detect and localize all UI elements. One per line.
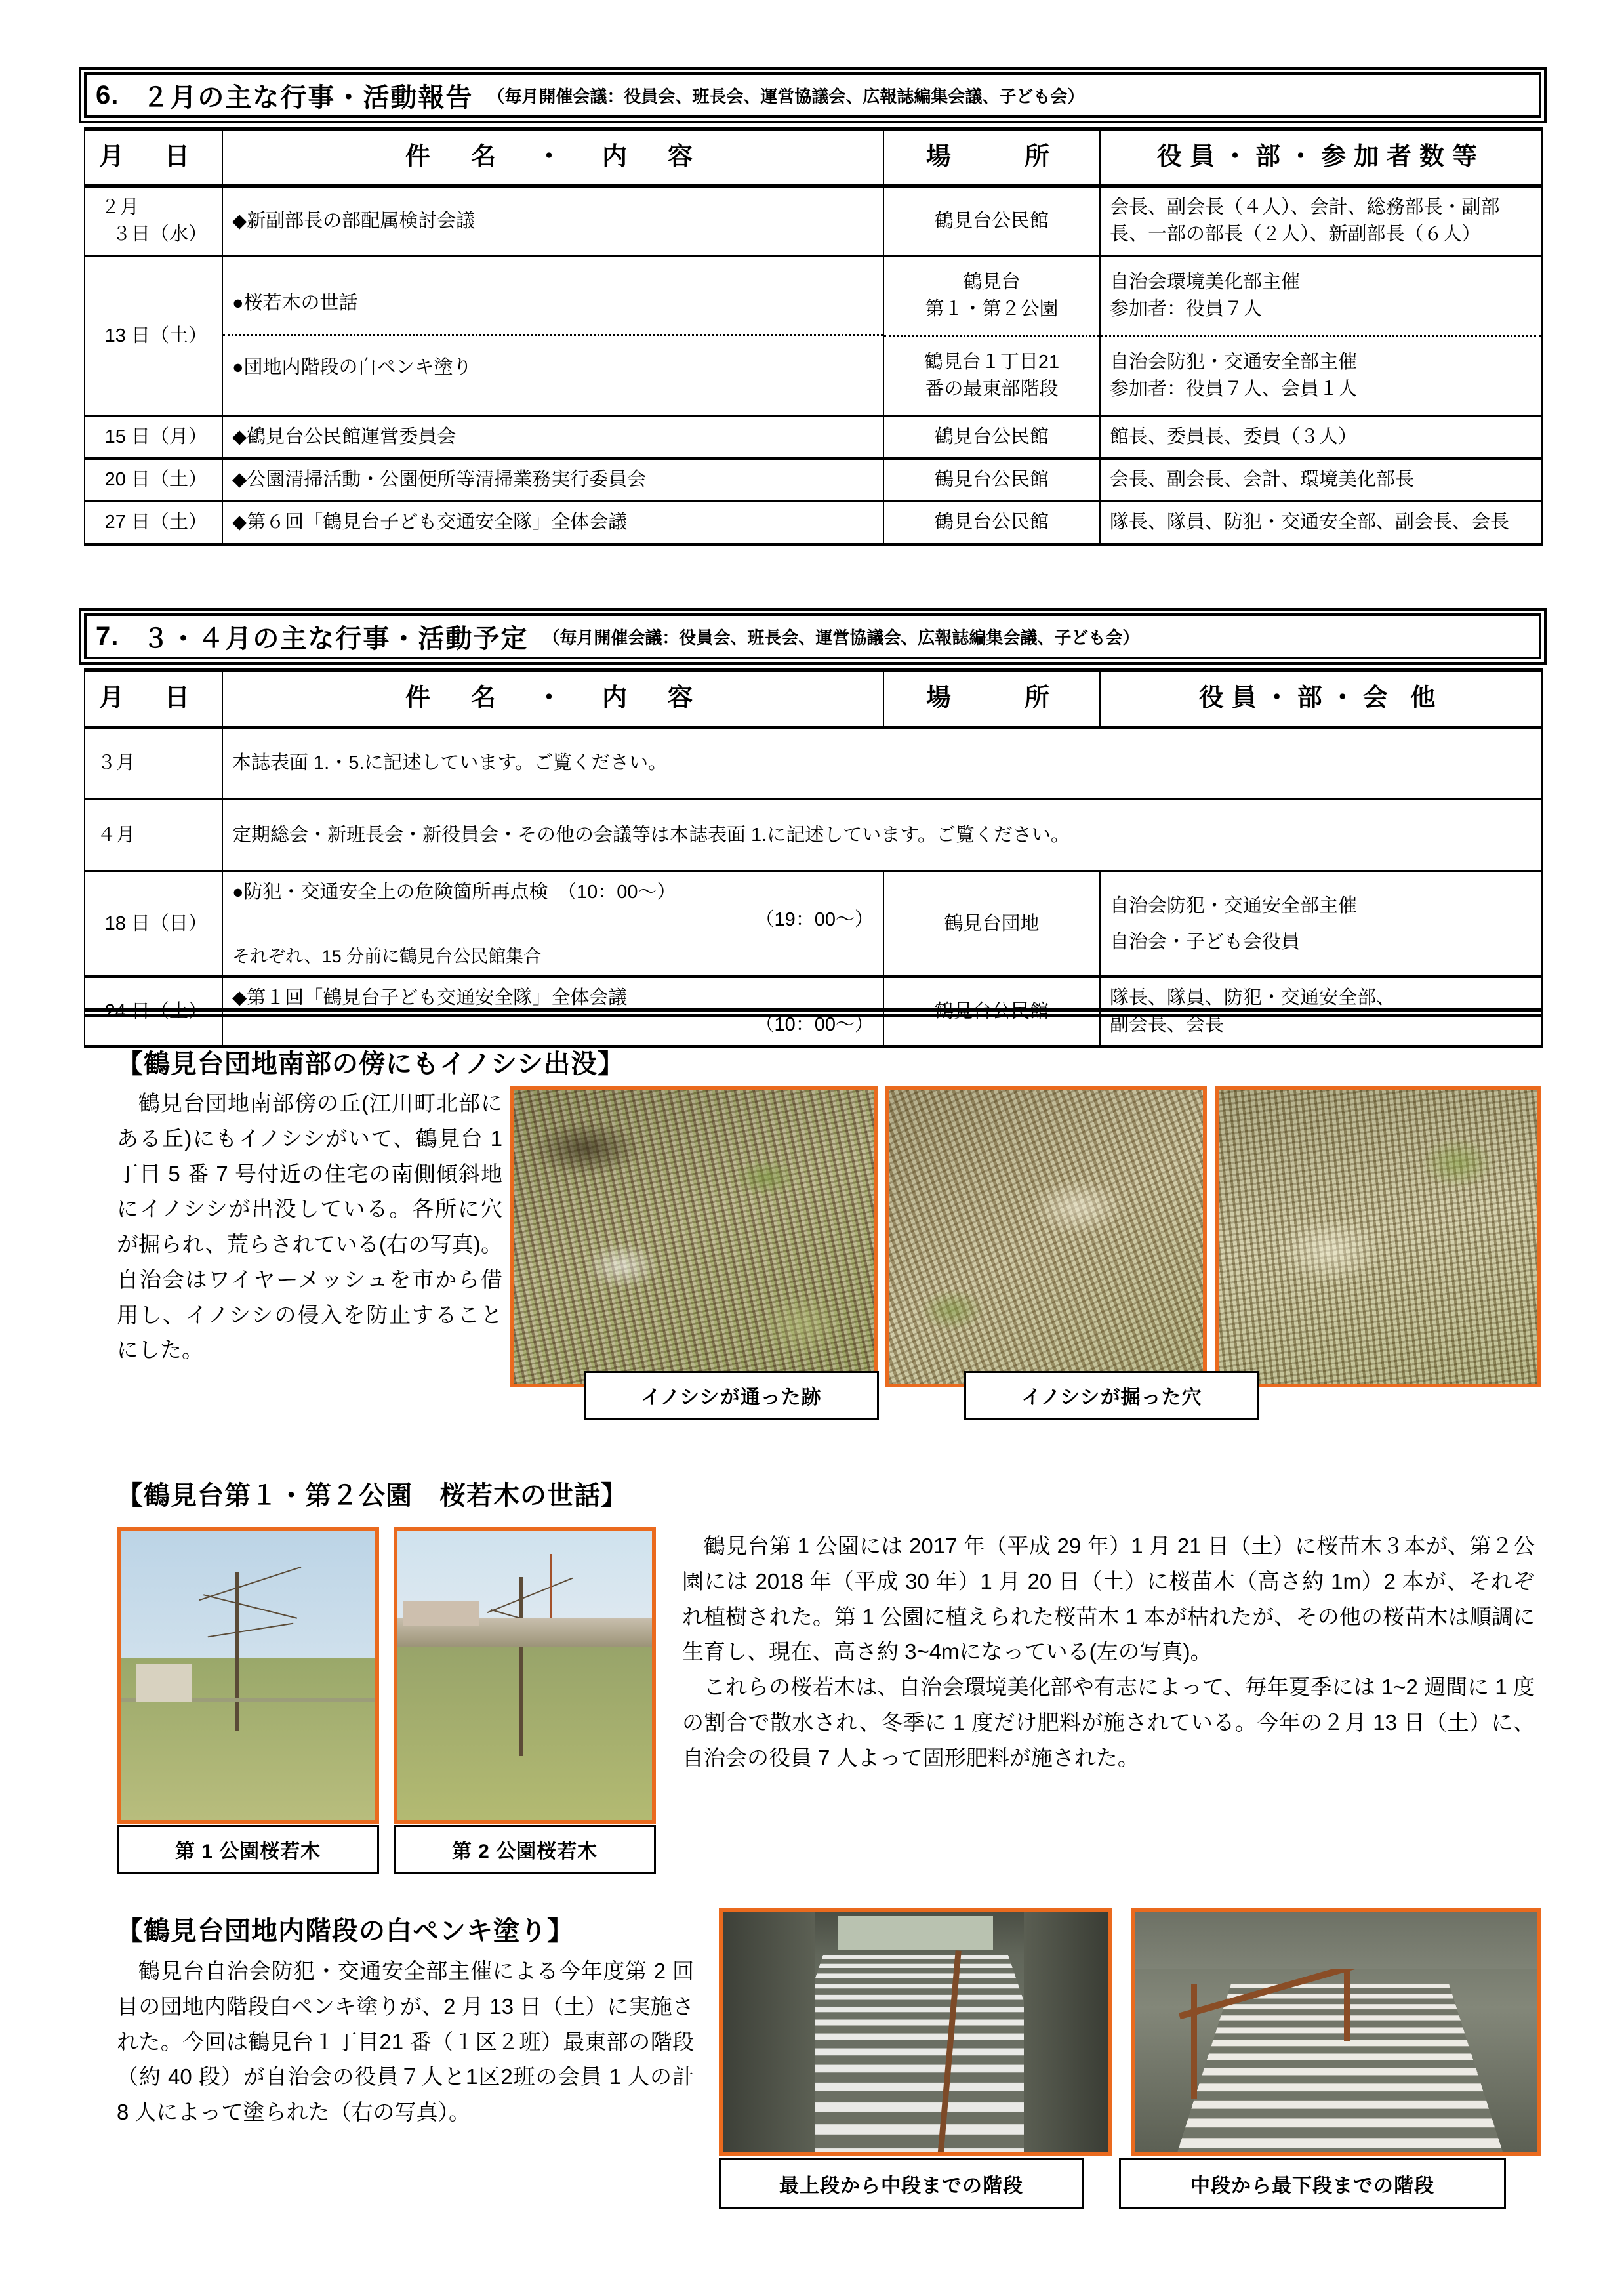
row-who-l2: 副会長、会長 <box>1110 1014 1225 1036</box>
row-title <box>222 871 883 977</box>
row-date: 20 日（土） <box>85 459 222 501</box>
row-who-split <box>1100 256 1542 416</box>
photo-boar-1-image <box>514 1090 874 1384</box>
row-title-split <box>222 256 883 416</box>
row-date: 13 日（土） <box>85 256 222 416</box>
photo-stairs-upper <box>719 1908 1112 2156</box>
table-row <box>85 871 1542 977</box>
row-date: 27 日（土） <box>85 501 222 544</box>
table-row <box>85 459 1542 501</box>
table-row <box>85 256 1542 416</box>
col-header-date: 月 日 <box>85 129 222 186</box>
photo-boar-3 <box>1215 1086 1541 1387</box>
table-row <box>85 501 1542 544</box>
caption-stairs-upper: 最上段から中段までの階段 <box>719 2158 1084 2209</box>
col-header-title: 件 名 ・ 内 容 <box>222 670 883 728</box>
photo-boar-1 <box>510 1086 878 1387</box>
row-who: 隊長、隊員、防犯・交通安全部、副会長、会長 <box>1100 501 1542 544</box>
article-sakura-paragraph-2: これらの桜若木は、自治会環境美化部や有志によって、毎年夏季には 1~2 週間に 1 度の割合で散水され、冬季に 1 度だけ肥料が施されている。今年の２月 13 日（土）に、自治会の役員 7 人よって固形肥料が施された。 <box>682 1675 1535 1770</box>
section-6-table <box>84 127 1543 546</box>
caption-stairs-lower: 中段から最下段までの階段 <box>1119 2158 1506 2209</box>
row-date: ３月 <box>85 727 222 799</box>
row-who-bottom-l2: 参加者：役員７人、会員１人 <box>1110 378 1358 400</box>
row-title: ◆鶴見台公民館運営委員会 <box>222 416 883 459</box>
col-header-who: 役員・部・参加者数等 <box>1100 129 1542 186</box>
article-paint-body <box>117 1954 694 2130</box>
photo-stairs-lower-image <box>1135 1912 1537 2152</box>
table-header-row <box>85 670 1542 728</box>
row-date: ４月 <box>85 799 222 871</box>
row-who-l2: 自治会・子ども会役員 <box>1110 931 1301 953</box>
row-place-top-l2: 第１・第２公園 <box>925 298 1059 320</box>
row-place-split <box>883 256 1100 416</box>
row-place: 鶴見台公民館 <box>883 501 1100 544</box>
row-date-month: ２月 <box>101 196 140 218</box>
row-place-top <box>884 257 1099 337</box>
row-title: ◆新副部長の部配属検討会議 <box>222 186 883 256</box>
row-place: 鶴見台公民館 <box>883 186 1100 256</box>
article-sakura-paragraph-1: 鶴見台第 1 公園には 2017 年（平成 29 年）1 月 21 日（土）に桜苗木３本が、第２公園には 2018 年（平成 30 年）1 月 20 日（土）に桜苗木（高さ約 1m）2 本が、それぞれ植樹された。第 1 公園に植えられた桜苗木 1 本が枯れたが、その他の桜苗木は順調に生育し、現在、高さ約 3~4mになっている(左の写真)。 <box>682 1534 1535 1664</box>
row-date-day: ３日（水） <box>112 224 207 245</box>
row-title-l2: （19：00～） <box>755 909 874 930</box>
row-place: 鶴見台公民館 <box>883 977 1100 1047</box>
caption-sakura-park1: 第 1 公園桜若木 <box>117 1825 379 1874</box>
article-paint-heading: 【鶴見台団地内階段の白ペンキ塗り】 <box>117 1917 574 1946</box>
article-sakura-heading: 【鶴見台第１・第２公園 桜若木の世話】 <box>117 1481 628 1510</box>
section-7-block <box>84 613 1541 1048</box>
row-place-bottom-l2: 番の最東部階段 <box>925 378 1059 400</box>
caption-boar-hole: イノシシが掘った穴 <box>964 1371 1259 1420</box>
row-who-bottom <box>1101 337 1541 415</box>
photo-boar-2 <box>885 1086 1207 1387</box>
section-6-title-bar <box>84 72 1541 118</box>
section-6-block <box>84 72 1541 546</box>
row-who-top-l1: 自治会環境美化部主催 <box>1110 272 1301 293</box>
section-6-subtitle: （毎月開催会議：役員会、班長会、運営協議会、広報誌編集会議、子ども会） <box>487 86 1085 106</box>
row-date <box>85 186 222 256</box>
row-date: 18 日（日） <box>85 871 222 977</box>
table-row <box>85 727 1542 799</box>
row-who-bottom-l1: 自治会防犯・交通安全部主催 <box>1110 351 1358 373</box>
row-place-bottom-l1: 鶴見台１丁目21 <box>924 351 1060 373</box>
article-paint-paragraph: 鶴見台自治会防犯・交通安全部主催による今年度第 2 回目の団地内階段白ペンキ塗りが、2 月 13 日（土）に実施された。今回は鶴見台１丁目21 番（１区２班）最東部の階段（約 40 段）が自治会の役員７人と1区2班の会員 1 人の計 8 人によって塗られた（右の写真）。 <box>117 1959 694 2125</box>
col-header-date: 月 日 <box>85 670 222 728</box>
row-title-l3: それぞれ、15 分前に鶴見台公民館集合 <box>232 946 542 966</box>
article-boar-heading: 【鶴見台団地南部の傍にもイノシシ出没】 <box>117 1050 624 1078</box>
row-who: 会長、副会長、会計、環境美化部長 <box>1100 459 1542 501</box>
section-7-subtitle: （毎月開催会議：役員会、班長会、運営協議会、広報誌編集会議、子ども会） <box>542 627 1140 647</box>
row-title-bottom: ●団地内階段の白ペンキ塗り <box>232 356 472 378</box>
row-who-l1: 隊長、隊員、防犯・交通安全部、 <box>1110 987 1396 1009</box>
row-who: 会長、副会長（４人）、会計、総務部長・副部長、一部の部長（２人）、新副部長（６人） <box>1100 186 1542 256</box>
photo-stairs-lower <box>1131 1908 1541 2156</box>
row-fullwidth-text: 定期総会・新班長会・新役員会・その他の会議等は本誌表面 1.に記述しています。ご覧ください。 <box>222 799 1542 871</box>
row-who: 館長、委員長、委員（３人） <box>1100 416 1542 459</box>
row-title: ◆第６回「鶴見台子ども交通安全隊」全体会議 <box>222 501 883 544</box>
photo-stairs-upper-image <box>723 1912 1108 2152</box>
section-6-number: 6. <box>96 80 119 110</box>
row-who-l1: 自治会防犯・交通安全部主催 <box>1110 895 1358 916</box>
table-row <box>85 416 1542 459</box>
article-boar-body <box>117 1086 502 1368</box>
row-place-top-l1: 鶴見台 <box>963 272 1021 293</box>
photo-sakura-park2 <box>394 1527 656 1824</box>
row-title-l1: ●防犯・交通安全上の危険箇所再点検 （10：00～） <box>232 882 676 903</box>
photo-sakura-park2-image <box>397 1531 652 1820</box>
section-7-title-bar <box>84 613 1541 659</box>
section-7-number: 7. <box>96 621 119 651</box>
photo-boar-2-image <box>889 1090 1203 1384</box>
row-date: 24 日（土） <box>85 977 222 1047</box>
col-header-who: 役員・部・会 他 <box>1100 670 1542 728</box>
row-title-top: ●桜若木の世話 <box>223 273 883 336</box>
row-place: 鶴見台公民館 <box>883 459 1100 501</box>
row-who-top-l2: 参加者：役員７人 <box>1110 298 1263 320</box>
section-7-title: ３・４月の主な行事・活動予定 <box>142 624 529 653</box>
row-fullwidth-text: 本誌表面 1.・5.に記述しています。ご覧ください。 <box>222 727 1542 799</box>
table-row <box>85 186 1542 256</box>
section-divider <box>84 1008 1541 1017</box>
row-place: 鶴見台団地 <box>883 871 1100 977</box>
row-title: ◆公園清掃活動・公園便所等清掃業務実行委員会 <box>222 459 883 501</box>
caption-boar-trail: イノシシが通った跡 <box>584 1371 879 1420</box>
table-header-row <box>85 129 1542 186</box>
row-who-top <box>1101 257 1541 337</box>
photo-boar-3-image <box>1219 1090 1537 1384</box>
row-date: 15 日（月） <box>85 416 222 459</box>
article-boar-paragraph: 鶴見台団地南部傍の丘(江川町北部にある丘)にもイノシシがいて、鶴見台 1 丁目 5 番 7 号付近の住宅の南側傾斜地にイノシシが出没している。各所に穴が掘られ、荒らされている(右の写真)。自治会はワイヤーメッシュを市から借用し、イノシシの侵入を防止することにした。 <box>117 1091 502 1363</box>
photo-sakura-park1 <box>117 1527 379 1824</box>
row-who <box>1100 871 1542 977</box>
table-row <box>85 799 1542 871</box>
section-7-table <box>84 668 1543 1048</box>
col-header-place: 場 所 <box>883 129 1100 186</box>
col-header-place: 場 所 <box>883 670 1100 728</box>
row-title-l2: （10：00～） <box>755 1014 874 1036</box>
row-place: 鶴見台公民館 <box>883 416 1100 459</box>
section-6-title: ２月の主な行事・活動報告 <box>142 83 474 112</box>
photo-sakura-park1-image <box>121 1531 375 1820</box>
article-sakura-body <box>682 1528 1535 1775</box>
row-place-bottom <box>884 337 1099 415</box>
row-title-l1: ◆第１回「鶴見台子ども交通安全隊」全体会議 <box>232 987 628 1009</box>
col-header-title: 件 名 ・ 内 容 <box>222 129 883 186</box>
caption-sakura-park2: 第 2 公園桜若木 <box>394 1825 656 1874</box>
